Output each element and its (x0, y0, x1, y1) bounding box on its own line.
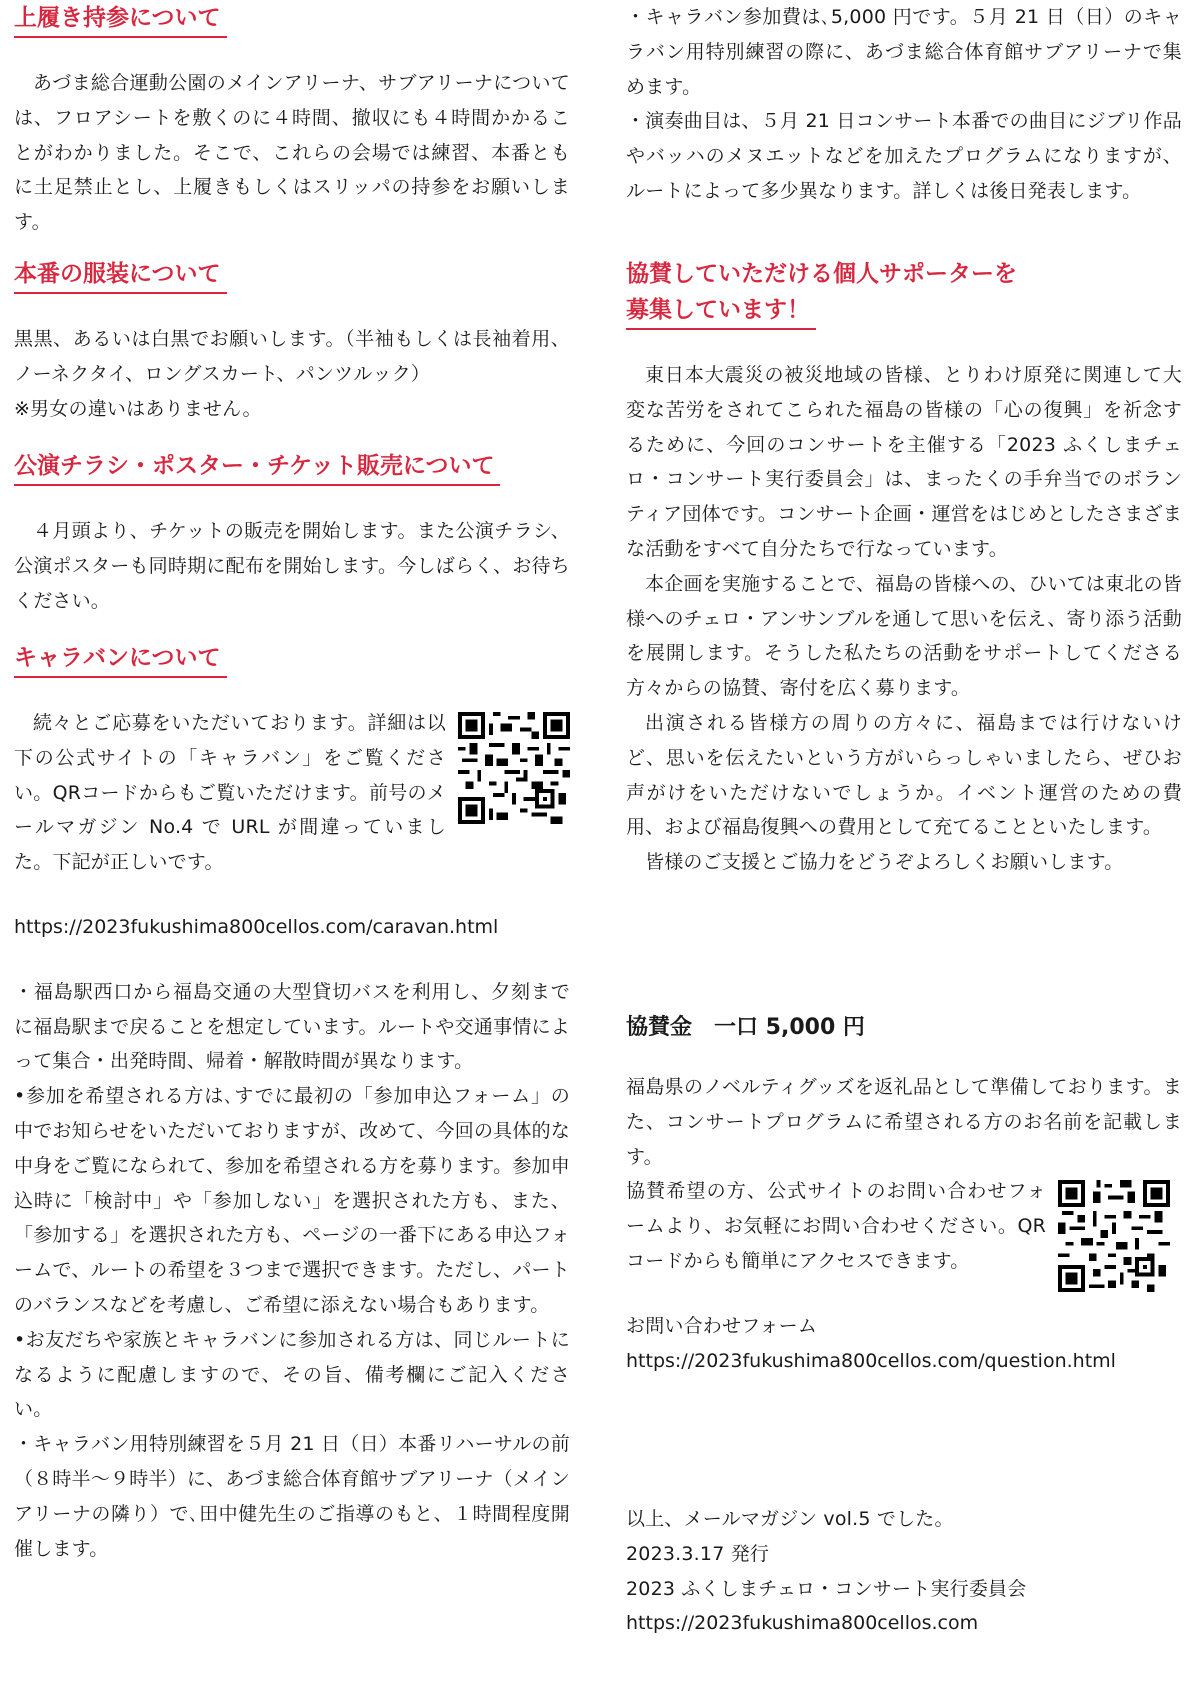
attire-body: 黒黒、あるいは白黒でお願いします。（半袖もしくは長袖着用、ノーネクタイ、ロングスカート、パンツルック） (14, 328, 570, 385)
footer-closing: 以上、メールマガジン vol.5 でした。 (626, 1508, 954, 1530)
heading-attire: 本番の服装について (14, 256, 227, 294)
slippers-body: あづま総合運動公園のメインアリーナ、サブアリーナについては、フロアシートを敷くのに４時間、撤収にも４時間かかることがわかりました。そこで、これらの会場では練習、本番ともに土足禁止とし、上履きもしくはスリッパの持参をお願いします。 (14, 72, 570, 234)
section-attire (14, 256, 570, 426)
supporters-p1: 東日本大震災の被災地域の皆様、とりわけ原発に関連して大変な苦労をされてこられた福島の皆様の「心の復興」を祈念するために、今回のコンサートを主催する「2023 ふくしまチェロ・コンサート実行委員会」は、まったくの手弁当でのボランティア団体です。コンサート企画・運営をはじめとしたさまざまな活動をすべて自分たちで行なっています。 (626, 364, 1182, 560)
donation-p1: 福島県のノベルティグッズを返礼品として準備しております。また、コンサートプログラムに希望される方のお名前を記載します。 (626, 1076, 1182, 1168)
section-caravan (14, 640, 570, 1566)
supporters-p3: 出演される皆様方の周りの方々に、福島までは行けないけど、思いを伝えたいという方がいらっしゃいましたら、ぜひお声がけをいただけないでしょうか。イベント運営のための費用、および福島復興への費用として充てることといたします。 (626, 711, 1182, 839)
inquiry-form-url[interactable]: https://2023fukushima800cellos.com/question.html (626, 1349, 1116, 1372)
section-supporters (626, 256, 1182, 880)
footer-publisher: 2023 ふくしまチェロ・コンサート実行委員会 (626, 1577, 1027, 1600)
caravan-bullet: •お友だちや家族とキャラバンに参加される方は、同じルートになるように配慮しますので、その旨、備考欄にご記入ください。 (14, 1328, 570, 1421)
caravan-bullet: •参加を希望される方は､すでに最初の「参加申込フォーム」の中でお知らせをいただいておりますが、改めて、今回の具体的な中身をご覧になられて、参加を希望される方を募ります。参加申込時に「検討中」や「参加しない」を選択された方も、また、「参加する」を選択された方も、ページの一番下にある申込フォームで、ルートの希望を３つまで選択できます。ただし、パートのバランスなどを考慮し、ご希望に添えない場合もあります。 (14, 1085, 570, 1316)
section-donation (626, 1010, 1182, 1378)
inquiry-form-label: お問い合わせフォーム (626, 1314, 818, 1337)
heading-slippers: 上履き持参について (14, 0, 227, 38)
caravan-bullet: ・キャラバン用特別練習を５月 21 日（日）本番リハーサルの前（８時半〜９時半）に、あづま総合体育館サブアリーナ（メインアリーナの隣り）で､田中健先生のご指導のもと、１時間程度開催します。 (14, 1433, 570, 1560)
caravan-body: 続々とご応募をいただいております。詳細は以下の公式サイトの「キャラバン」をご覧ください。QRコードからもご覧いただけます。前号のメールマガジン No.4 で URL が間違っていました。下記が正しいです。 (14, 712, 446, 874)
heading-supporters-line2: 募集しています！ (626, 292, 816, 330)
footer-date: 2023.3.17 発行 (626, 1542, 770, 1565)
qr-code-icon (458, 712, 570, 824)
caravan-bullet: ・キャラバン参加費は､5,000 円です。５月 21 日（日）のキャラバン用特別練習の際に、あづま総合体育館サブアリーナで集めます。 (626, 6, 1182, 98)
supporters-p4: 皆様のご支援とご協力をどうぞよろしくお願いします。 (645, 851, 1124, 874)
qr-code-icon (1058, 1180, 1170, 1292)
caravan-bullet: ・演奏曲目は、５月 21 日コンサート本番での曲目にジブリ作品やバッハのメヌエットなどを加えたプログラムになりますが、ルートによって多少異なります。詳しくは後日発表します。 (626, 110, 1182, 202)
heading-tickets: 公演チラシ・ポスター・チケット販売について (14, 448, 500, 486)
caravan-continued (626, 0, 1182, 209)
section-slippers (14, 0, 570, 240)
footer-url[interactable]: https://2023fukushima800cellos.com (626, 1612, 979, 1635)
tickets-body: ４月頭より、チケットの販売を開始します。また公演チラシ、公演ポスターも同時期に配布を開始します。今しばらく、お待ちください。 (14, 520, 570, 612)
caravan-bullet: ・福島駅西口から福島交通の大型貸切バスを利用し、夕刻までに福島駅まで戻ることを想定しています。ルートや交通事情によって集合・出発時間、帰着・解散時間が異なります。 (14, 980, 570, 1073)
donation-title: 協賛金 一口 5,000 円 (626, 1015, 865, 1040)
inquiry-qr-code[interactable] (1058, 1180, 1170, 1292)
supporters-p2: 本企画を実施することで、福島の皆様への、ひいては東北の皆様へのチェロ・アンサンブルを通して思いを伝え、寄り添う活動を展開します。そうした私たちの活動をサポートしてくださる方々からの協賛、寄付を広く募ります。 (626, 572, 1182, 700)
footer (626, 1502, 1182, 1641)
donation-p2: 協賛希望の方、公式サイトのお問い合わせフォームより、お気軽にお問い合わせください。QR コードからも簡単にアクセスできます。 (626, 1180, 1046, 1272)
section-tickets (14, 448, 570, 618)
heading-supporters-line1: 協賛していただける個人サポーターを (626, 261, 1017, 287)
attire-note: ※男女の違いはありません。 (14, 397, 262, 420)
heading-caravan: キャラバンについて (14, 640, 227, 678)
caravan-qr-code[interactable] (458, 712, 570, 824)
caravan-url[interactable]: https://2023fukushima800cellos.com/caravan.html (14, 915, 499, 938)
